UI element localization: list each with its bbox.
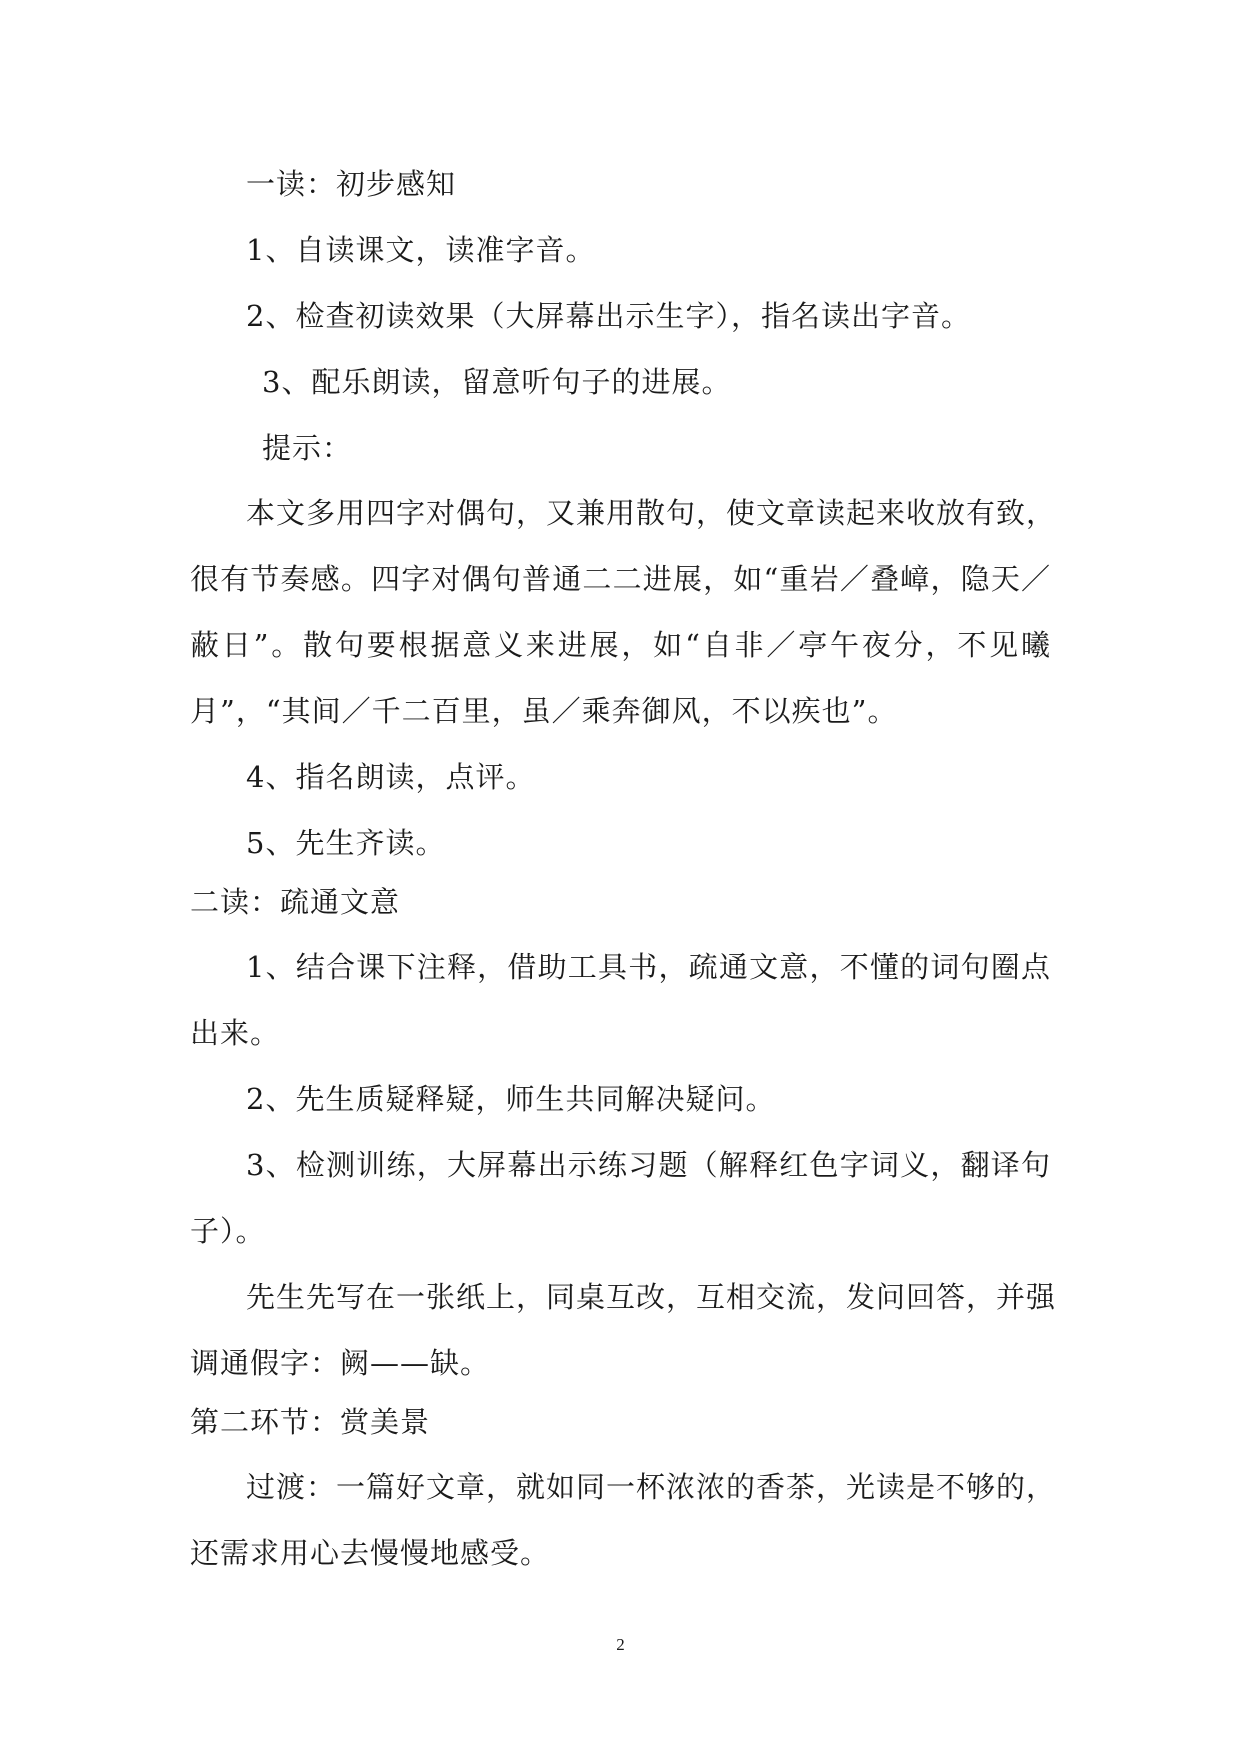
list-item: 2、先生质疑释疑，师生共同解决疑问。 [246, 1082, 776, 1116]
list-item: 1、自读课文，读准字音。 [246, 233, 596, 267]
section-heading-second-reading: 二读：疏通文意 [190, 885, 401, 919]
list-item: 1、结合课下注释，借助工具书，疏通文意，不懂的词句圈点 [246, 950, 1051, 984]
list-item: 3、检测训练，大屏幕出示练习题（解释红色字词义，翻译句 [246, 1148, 1051, 1182]
list-item: 2、检查初读效果（大屏幕出示生字），指名读出字音。 [246, 299, 971, 333]
paragraph-line: 蔽日”。散句要根据意义来进展，如“自非／亭午夜分，不见曦 [190, 628, 1051, 662]
paragraph-line: 很有节奏感。四字对偶句普通二二进展，如“重岩／叠嶂，隐天／ [190, 562, 1051, 596]
list-item: 4、指名朗读，点评。 [246, 760, 536, 794]
paragraph-line: 月”，“其间／千二百里，虽／乘奔御风，不以疾也”。 [190, 694, 898, 728]
paragraph-line: 出来。 [190, 1016, 281, 1050]
paragraph-line: 子）。 [190, 1214, 266, 1248]
paragraph-line: 先生先写在一张纸上，同桌互改，互相交流，发问回答，并强 [246, 1280, 1057, 1314]
list-item: 3、配乐朗读，留意听句子的进展。 [262, 365, 732, 399]
page-number: 2 [616, 1635, 625, 1654]
list-item: 5、先生齐读。 [246, 826, 446, 860]
section-heading-second-part: 第二环节：赏美景 [190, 1405, 431, 1439]
section-heading-first-reading: 一读：初步感知 [246, 167, 457, 201]
hint-label: 提示： [262, 431, 353, 465]
paragraph-line: 过渡：一篇好文章，就如同一杯浓浓的香茶，光读是不够的， [246, 1470, 1057, 1504]
paragraph-line: 本文多用四字对偶句，又兼用散句，使文章读起来收放有致， [246, 496, 1057, 530]
paragraph-line: 调通假字：阙——缺。 [190, 1346, 491, 1380]
paragraph-line: 还需求用心去慢慢地感受。 [190, 1536, 551, 1570]
